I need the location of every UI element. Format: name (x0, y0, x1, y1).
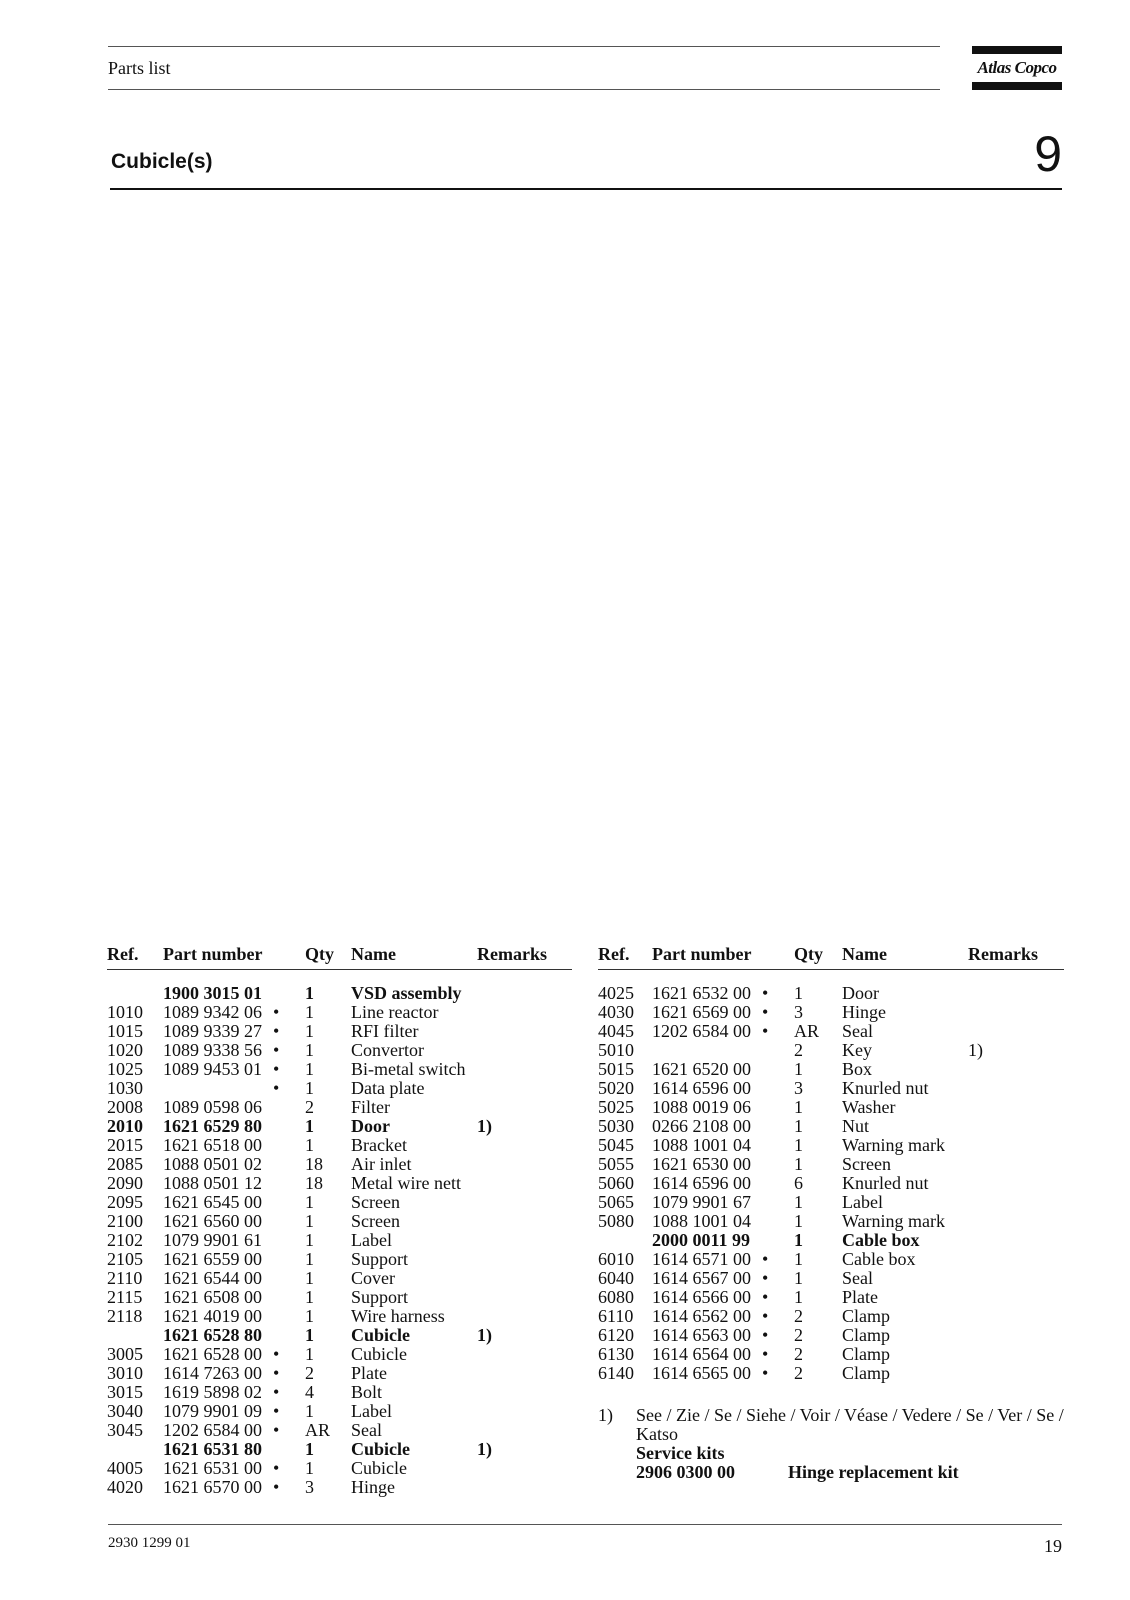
cell-name: Clamp (842, 1325, 890, 1345)
service-kit-part-number: 2906 0300 00 (636, 1462, 735, 1482)
cell-name: Label (351, 1230, 392, 1250)
cell-part-number: 1614 6571 00 (652, 1249, 751, 1269)
cell-part-number: 1614 6596 00 (652, 1078, 751, 1098)
cell-name: Seal (842, 1021, 873, 1041)
cell-qty: 2 (794, 1325, 803, 1345)
atlas-copco-logo (972, 46, 1062, 90)
cell-part-number: 1621 4019 00 (163, 1306, 262, 1326)
cell-remarks: 1) (477, 1325, 492, 1345)
cell-qty: 2 (305, 1097, 314, 1117)
cell-part-number: 1088 0019 06 (652, 1097, 751, 1117)
cell-part-number: 1614 6567 00 (652, 1268, 751, 1288)
cell-qty: 3 (794, 1078, 803, 1098)
cell-qty: 1 (305, 1135, 314, 1155)
cell-part-number: 1089 9342 06 (163, 1002, 262, 1022)
cell-name: Clamp (842, 1363, 890, 1383)
cell-part-number: 1088 0501 02 (163, 1154, 262, 1174)
header-remarks: Remarks (968, 944, 1038, 964)
cell-part-number: 1621 6569 00 (652, 1002, 751, 1022)
cell-qty: 1 (305, 1230, 314, 1250)
cell-qty: 1 (305, 1040, 314, 1060)
parts-table-left (107, 944, 572, 1497)
cell-ref: 3040 (107, 1401, 143, 1421)
section-title: Cubicle(s) (111, 150, 213, 173)
cell-name: Screen (351, 1192, 400, 1212)
cell-bullet: • (273, 1401, 280, 1421)
page-number: 19 (1044, 1536, 1062, 1556)
cell-ref: 5010 (598, 1040, 634, 1060)
cell-name: VSD assembly (351, 983, 462, 1003)
cell-qty: 1 (794, 1116, 803, 1136)
header-part-number: Part number (652, 944, 752, 964)
cell-ref: 1025 (107, 1059, 143, 1079)
header-rule-bottom (108, 89, 940, 90)
cell-ref: 5055 (598, 1154, 634, 1174)
cell-name: Cable box (842, 1249, 916, 1269)
cell-part-number: 1088 1001 04 (652, 1135, 751, 1155)
cell-part-number: 1621 6529 80 (163, 1116, 262, 1136)
cell-ref: 1015 (107, 1021, 143, 1041)
section-number: 9 (1034, 126, 1062, 182)
cell-bullet: • (273, 1420, 280, 1440)
cell-part-number: 1614 6566 00 (652, 1287, 751, 1307)
cell-part-number: 1621 6520 00 (652, 1059, 751, 1079)
cell-bullet: • (762, 1363, 769, 1383)
cell-qty: 1 (305, 983, 314, 1003)
cell-name: Nut (842, 1116, 869, 1136)
cell-bullet: • (273, 1059, 280, 1079)
cell-ref: 2085 (107, 1154, 143, 1174)
cell-name: Warning mark (842, 1135, 946, 1155)
cell-name: Seal (842, 1268, 873, 1288)
cell-qty: 1 (794, 1249, 803, 1269)
cell-qty: 6 (794, 1173, 803, 1193)
cell-name: Knurled nut (842, 1078, 929, 1098)
cell-ref: 3010 (107, 1363, 143, 1383)
header-name: Name (842, 944, 887, 964)
cell-bullet: • (762, 1344, 769, 1364)
cell-name: Label (842, 1192, 883, 1212)
cell-ref: 5080 (598, 1211, 634, 1231)
footnote-mark: 1) (598, 1405, 613, 1425)
table-header-rule (107, 969, 572, 970)
cell-qty: 1 (794, 1135, 803, 1155)
cell-bullet: • (762, 1268, 769, 1288)
cell-qty: 1 (794, 1192, 803, 1212)
cell-ref: 3005 (107, 1344, 143, 1364)
cell-name: RFI filter (351, 1021, 419, 1041)
cell-part-number: 1079 9901 61 (163, 1230, 262, 1250)
cell-qty: 1 (305, 1306, 314, 1326)
header-remarks: Remarks (477, 944, 547, 964)
cell-qty: 1 (794, 1059, 803, 1079)
cell-bullet: • (273, 1021, 280, 1041)
cell-qty: 2 (794, 1363, 803, 1383)
cell-ref: 2102 (107, 1230, 143, 1250)
cell-qty: 1 (305, 1249, 314, 1269)
cell-part-number: 1079 9901 09 (163, 1401, 262, 1421)
cell-ref: 2090 (107, 1173, 143, 1193)
cell-part-number: 2000 0011 99 (652, 1230, 751, 1250)
cell-name: Plate (351, 1363, 387, 1383)
cell-name: Screen (351, 1211, 400, 1231)
cell-part-number: 1614 6563 00 (652, 1325, 751, 1345)
cell-bullet: • (273, 1477, 280, 1497)
cell-ref: 5030 (598, 1116, 634, 1136)
cell-ref: 2008 (107, 1097, 143, 1117)
cell-bullet: • (273, 1363, 280, 1383)
cell-ref: 2105 (107, 1249, 143, 1269)
cell-ref: 1030 (107, 1078, 143, 1098)
cell-ref: 6080 (598, 1287, 634, 1307)
cell-part-number: 1621 6530 00 (652, 1154, 751, 1174)
cell-ref: 2118 (107, 1306, 143, 1326)
cell-name: Hinge (842, 1002, 886, 1022)
cell-bullet: • (273, 1458, 280, 1478)
cell-part-number: 1614 6562 00 (652, 1306, 751, 1326)
cell-name: Door (842, 983, 879, 1003)
logo-bar-top (972, 46, 1062, 54)
cell-part-number: 1079 9901 67 (652, 1192, 751, 1212)
table-header (598, 944, 1064, 968)
cell-qty: AR (794, 1021, 820, 1041)
cell-name: Support (351, 1249, 409, 1269)
cell-name: Cover (351, 1268, 395, 1288)
cell-qty: 1 (305, 1458, 314, 1478)
header-name: Name (351, 944, 396, 964)
cell-qty: AR (305, 1420, 331, 1440)
cell-name: Washer (842, 1097, 896, 1117)
cell-part-number: 1089 9338 56 (163, 1040, 262, 1060)
header-ref: Ref. (598, 944, 630, 964)
cell-bullet: • (762, 1287, 769, 1307)
cell-bullet: • (273, 1344, 280, 1364)
cell-bullet: • (762, 1002, 769, 1022)
cell-ref: 5025 (598, 1097, 634, 1117)
cell-qty: 1 (305, 1059, 314, 1079)
cell-name: Box (842, 1059, 873, 1079)
cell-ref: 5020 (598, 1078, 634, 1098)
cell-name: Line reactor (351, 1002, 439, 1022)
cell-part-number: 1088 1001 04 (652, 1211, 751, 1231)
cell-bullet: • (273, 1040, 280, 1060)
cell-ref: 6130 (598, 1344, 634, 1364)
cell-name: Bracket (351, 1135, 407, 1155)
cell-part-number: 1621 6518 00 (163, 1135, 262, 1155)
cell-ref: 1010 (107, 1002, 143, 1022)
cell-ref: 5045 (598, 1135, 634, 1155)
cell-part-number: 1089 9339 27 (163, 1021, 262, 1041)
cell-name: Label (351, 1401, 392, 1421)
cell-qty: 1 (305, 1211, 314, 1231)
cell-bullet: • (273, 1382, 280, 1402)
cell-name: Data plate (351, 1078, 425, 1098)
header-qty: Qty (794, 944, 823, 964)
cell-qty: 1 (305, 1287, 314, 1307)
cell-name: Filter (351, 1097, 390, 1117)
cell-part-number: 0266 2108 00 (652, 1116, 751, 1136)
cell-name: Air inlet (351, 1154, 412, 1174)
cell-qty: 2 (794, 1344, 803, 1364)
header-part-number: Part number (163, 944, 263, 964)
cell-ref: 4045 (598, 1021, 634, 1041)
cell-name: Seal (351, 1420, 382, 1440)
cell-qty: 18 (305, 1173, 323, 1193)
cell-name: Convertor (351, 1040, 424, 1060)
cell-qty: 3 (305, 1477, 314, 1497)
cell-qty: 1 (305, 1344, 314, 1364)
cell-ref: 6110 (598, 1306, 634, 1326)
cell-qty: 1 (305, 1325, 314, 1345)
cell-part-number: 1621 6531 00 (163, 1458, 262, 1478)
cell-bullet: • (762, 1249, 769, 1269)
cell-name: Cubicle (351, 1344, 407, 1364)
cell-qty: 1 (305, 1401, 314, 1421)
cell-part-number: 1089 9453 01 (163, 1059, 262, 1079)
cell-part-number: 1614 6596 00 (652, 1173, 751, 1193)
cell-part-number: 1621 6508 00 (163, 1287, 262, 1307)
cell-ref: 5060 (598, 1173, 634, 1193)
section-title-rule (110, 188, 1062, 190)
table-header-rule (598, 969, 1064, 970)
cell-name: Bi-metal switch (351, 1059, 466, 1079)
cell-part-number: 1900 3015 01 (163, 983, 262, 1003)
cell-qty: 2 (794, 1040, 803, 1060)
cell-name: Support (351, 1287, 409, 1307)
cell-part-number: 1621 6544 00 (163, 1268, 262, 1288)
cell-part-number: 1614 6565 00 (652, 1363, 751, 1383)
cell-part-number: 1619 5898 02 (163, 1382, 262, 1402)
cell-name: Cubicle (351, 1439, 411, 1459)
logo-wordmark: Atlas Copco (977, 58, 1057, 77)
cell-part-number: 1088 0501 12 (163, 1173, 262, 1193)
cell-qty: 1 (305, 1021, 314, 1041)
cell-bullet: • (762, 983, 769, 1003)
cell-ref: 5065 (598, 1192, 634, 1212)
cell-ref: 2110 (107, 1268, 143, 1288)
footer-rule (108, 1524, 1062, 1525)
cell-name: Screen (842, 1154, 891, 1174)
table-header (107, 944, 572, 968)
cell-qty: 4 (305, 1382, 314, 1402)
cell-ref: 4030 (598, 1002, 634, 1022)
cell-ref: 3015 (107, 1382, 143, 1402)
cell-name: Key (842, 1040, 872, 1060)
cell-part-number: 1621 6545 00 (163, 1192, 262, 1212)
cell-bullet: • (273, 1078, 280, 1098)
cell-qty: 1 (305, 1439, 314, 1459)
cell-bullet: • (762, 1306, 769, 1326)
parts-table-right (598, 944, 1064, 1383)
cell-part-number: 1614 6564 00 (652, 1344, 751, 1364)
cell-bullet: • (762, 1325, 769, 1345)
cell-qty: 1 (794, 1268, 803, 1288)
cell-qty: 1 (794, 1154, 803, 1174)
header-qty: Qty (305, 944, 334, 964)
document-number: 2930 1299 01 (108, 1535, 191, 1551)
cell-qty: 1 (794, 1287, 803, 1307)
cell-name: Hinge (351, 1477, 395, 1497)
cell-part-number: 1621 6528 80 (163, 1325, 262, 1345)
cell-ref: 6120 (598, 1325, 634, 1345)
cell-qty: 2 (794, 1306, 803, 1326)
cell-qty: 1 (305, 1078, 314, 1098)
cell-part-number: 1621 6559 00 (163, 1249, 262, 1269)
header-ref: Ref. (107, 944, 139, 964)
cell-qty: 2 (305, 1363, 314, 1383)
service-kit-item (636, 1462, 959, 1482)
cell-ref: 5015 (598, 1059, 634, 1079)
cell-ref: 2010 (107, 1116, 143, 1136)
header-title: Parts list (108, 58, 171, 78)
cell-qty: 1 (305, 1192, 314, 1212)
cell-ref: 2115 (107, 1287, 143, 1307)
cell-name: Wire harness (351, 1306, 445, 1326)
footnote-text: See / Zie / Se / Siehe / Voir / Véase / Vedere / Se / Ver / Se / Katso (636, 1405, 1064, 1444)
cell-name: Cable box (842, 1230, 920, 1250)
service-kits (636, 1443, 959, 1482)
cell-name: Clamp (842, 1344, 890, 1364)
cell-remarks: 1) (477, 1116, 492, 1136)
cell-part-number: 1621 6531 80 (163, 1439, 262, 1459)
cell-ref: 3045 (107, 1420, 143, 1440)
cell-part-number: 1621 6532 00 (652, 983, 751, 1003)
cell-name: Metal wire nett (351, 1173, 461, 1193)
cell-qty: 1 (305, 1268, 314, 1288)
cell-qty: 18 (305, 1154, 323, 1174)
cell-qty: 1 (794, 1230, 803, 1250)
cell-name: Plate (842, 1287, 878, 1307)
header-rule-top (108, 46, 940, 47)
cell-qty: 1 (305, 1116, 314, 1136)
cell-ref: 6010 (598, 1249, 634, 1269)
cell-part-number: 1089 0598 06 (163, 1097, 262, 1117)
cell-qty: 1 (305, 1002, 314, 1022)
cell-name: Clamp (842, 1306, 890, 1326)
cell-part-number: 1621 6570 00 (163, 1477, 262, 1497)
cell-name: Warning mark (842, 1211, 946, 1231)
cell-name: Bolt (351, 1382, 383, 1402)
cell-ref: 1020 (107, 1040, 143, 1060)
cell-part-number: 1621 6560 00 (163, 1211, 262, 1231)
cell-ref: 2100 (107, 1211, 143, 1231)
cell-ref: 4020 (107, 1477, 143, 1497)
cell-name: Door (351, 1116, 390, 1136)
service-kit-name: Hinge replacement kit (788, 1462, 959, 1482)
cell-ref: 6040 (598, 1268, 634, 1288)
cell-remarks: 1) (968, 1040, 983, 1060)
cell-qty: 1 (794, 983, 803, 1003)
cell-part-number: 1614 7263 00 (163, 1363, 262, 1383)
cell-qty: 1 (794, 1097, 803, 1117)
cell-remarks: 1) (477, 1439, 492, 1459)
service-kits-title: Service kits (636, 1443, 725, 1463)
cell-ref: 4025 (598, 983, 634, 1003)
cell-name: Cubicle (351, 1458, 407, 1478)
cell-part-number: 1202 6584 00 (163, 1420, 262, 1440)
cell-ref: 2095 (107, 1192, 143, 1212)
cell-qty: 3 (794, 1002, 803, 1022)
cell-bullet: • (762, 1021, 769, 1041)
cell-ref: 6140 (598, 1363, 634, 1383)
cell-bullet: • (273, 1002, 280, 1022)
cell-part-number: 1621 6528 00 (163, 1344, 262, 1364)
cell-part-number: 1202 6584 00 (652, 1021, 751, 1041)
cell-ref: 2015 (107, 1135, 143, 1155)
cell-ref: 4005 (107, 1458, 143, 1478)
cell-qty: 1 (794, 1211, 803, 1231)
cell-name: Knurled nut (842, 1173, 929, 1193)
logo-bar-bottom (972, 82, 1062, 90)
cell-name: Cubicle (351, 1325, 411, 1345)
